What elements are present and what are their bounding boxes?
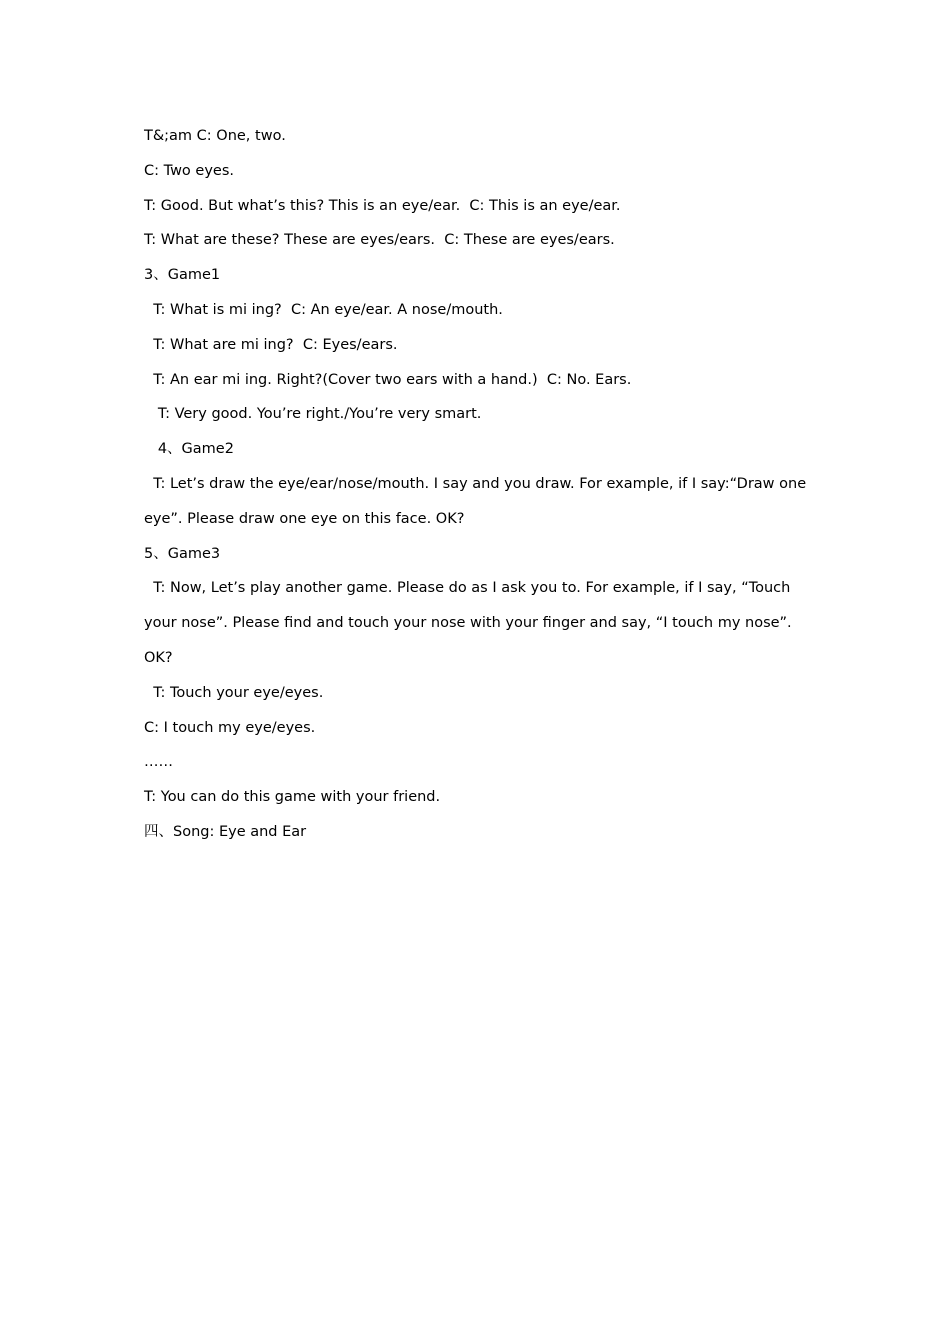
text-line: C: I touch my eye/eyes. <box>144 719 316 736</box>
text-line: T: What are these? These are eyes/ears. C: These are eyes/ears. <box>144 232 615 249</box>
text-line: OK? <box>144 649 173 666</box>
text-line: T: Touch your eye/eyes. <box>144 684 324 701</box>
text-line: T: Let’s draw the eye/ear/nose/mouth. I say and you draw. For example, if I say:“Draw one <box>144 475 807 492</box>
text-line: C: Two eyes. <box>144 162 235 179</box>
text-line: T: An ear mi ing. Right?(Cover two ears with a hand.) C: No. Ears. <box>144 371 632 388</box>
section-heading-game2: 4、Game2 <box>144 441 234 458</box>
text-line: eye”. Please draw one eye on this face. OK? <box>144 510 465 527</box>
text-line: T: You can do this game with your friend. <box>144 789 441 806</box>
text-line: T: Good. But what’s this? This is an eye/ear. C: This is an eye/ear. <box>144 197 621 214</box>
section-heading-song: 四、Song: Eye and Ear <box>144 823 307 840</box>
text-line: T: Now, Let’s play another game. Please do as I ask you to. For example, if I say, “Touch <box>144 580 791 597</box>
text-line: T: Very good. You’re right./You’re very smart. <box>144 406 482 423</box>
section-heading-game1: 3、Game1 <box>144 267 221 284</box>
text-line: your nose”. Please find and touch your nose with your finger and say, “I touch my nose”. <box>144 615 792 632</box>
text-line: T: What is mi ing? C: An eye/ear. A nose/mouth. <box>144 301 503 318</box>
section-heading-game3: 5、Game3 <box>144 545 221 562</box>
document-body <box>144 119 834 850</box>
text-line: T&;am C: One, two. <box>144 128 286 144</box>
ellipsis-line: …… <box>144 754 173 771</box>
text-line: T: What are mi ing? C: Eyes/ears. <box>144 336 398 353</box>
